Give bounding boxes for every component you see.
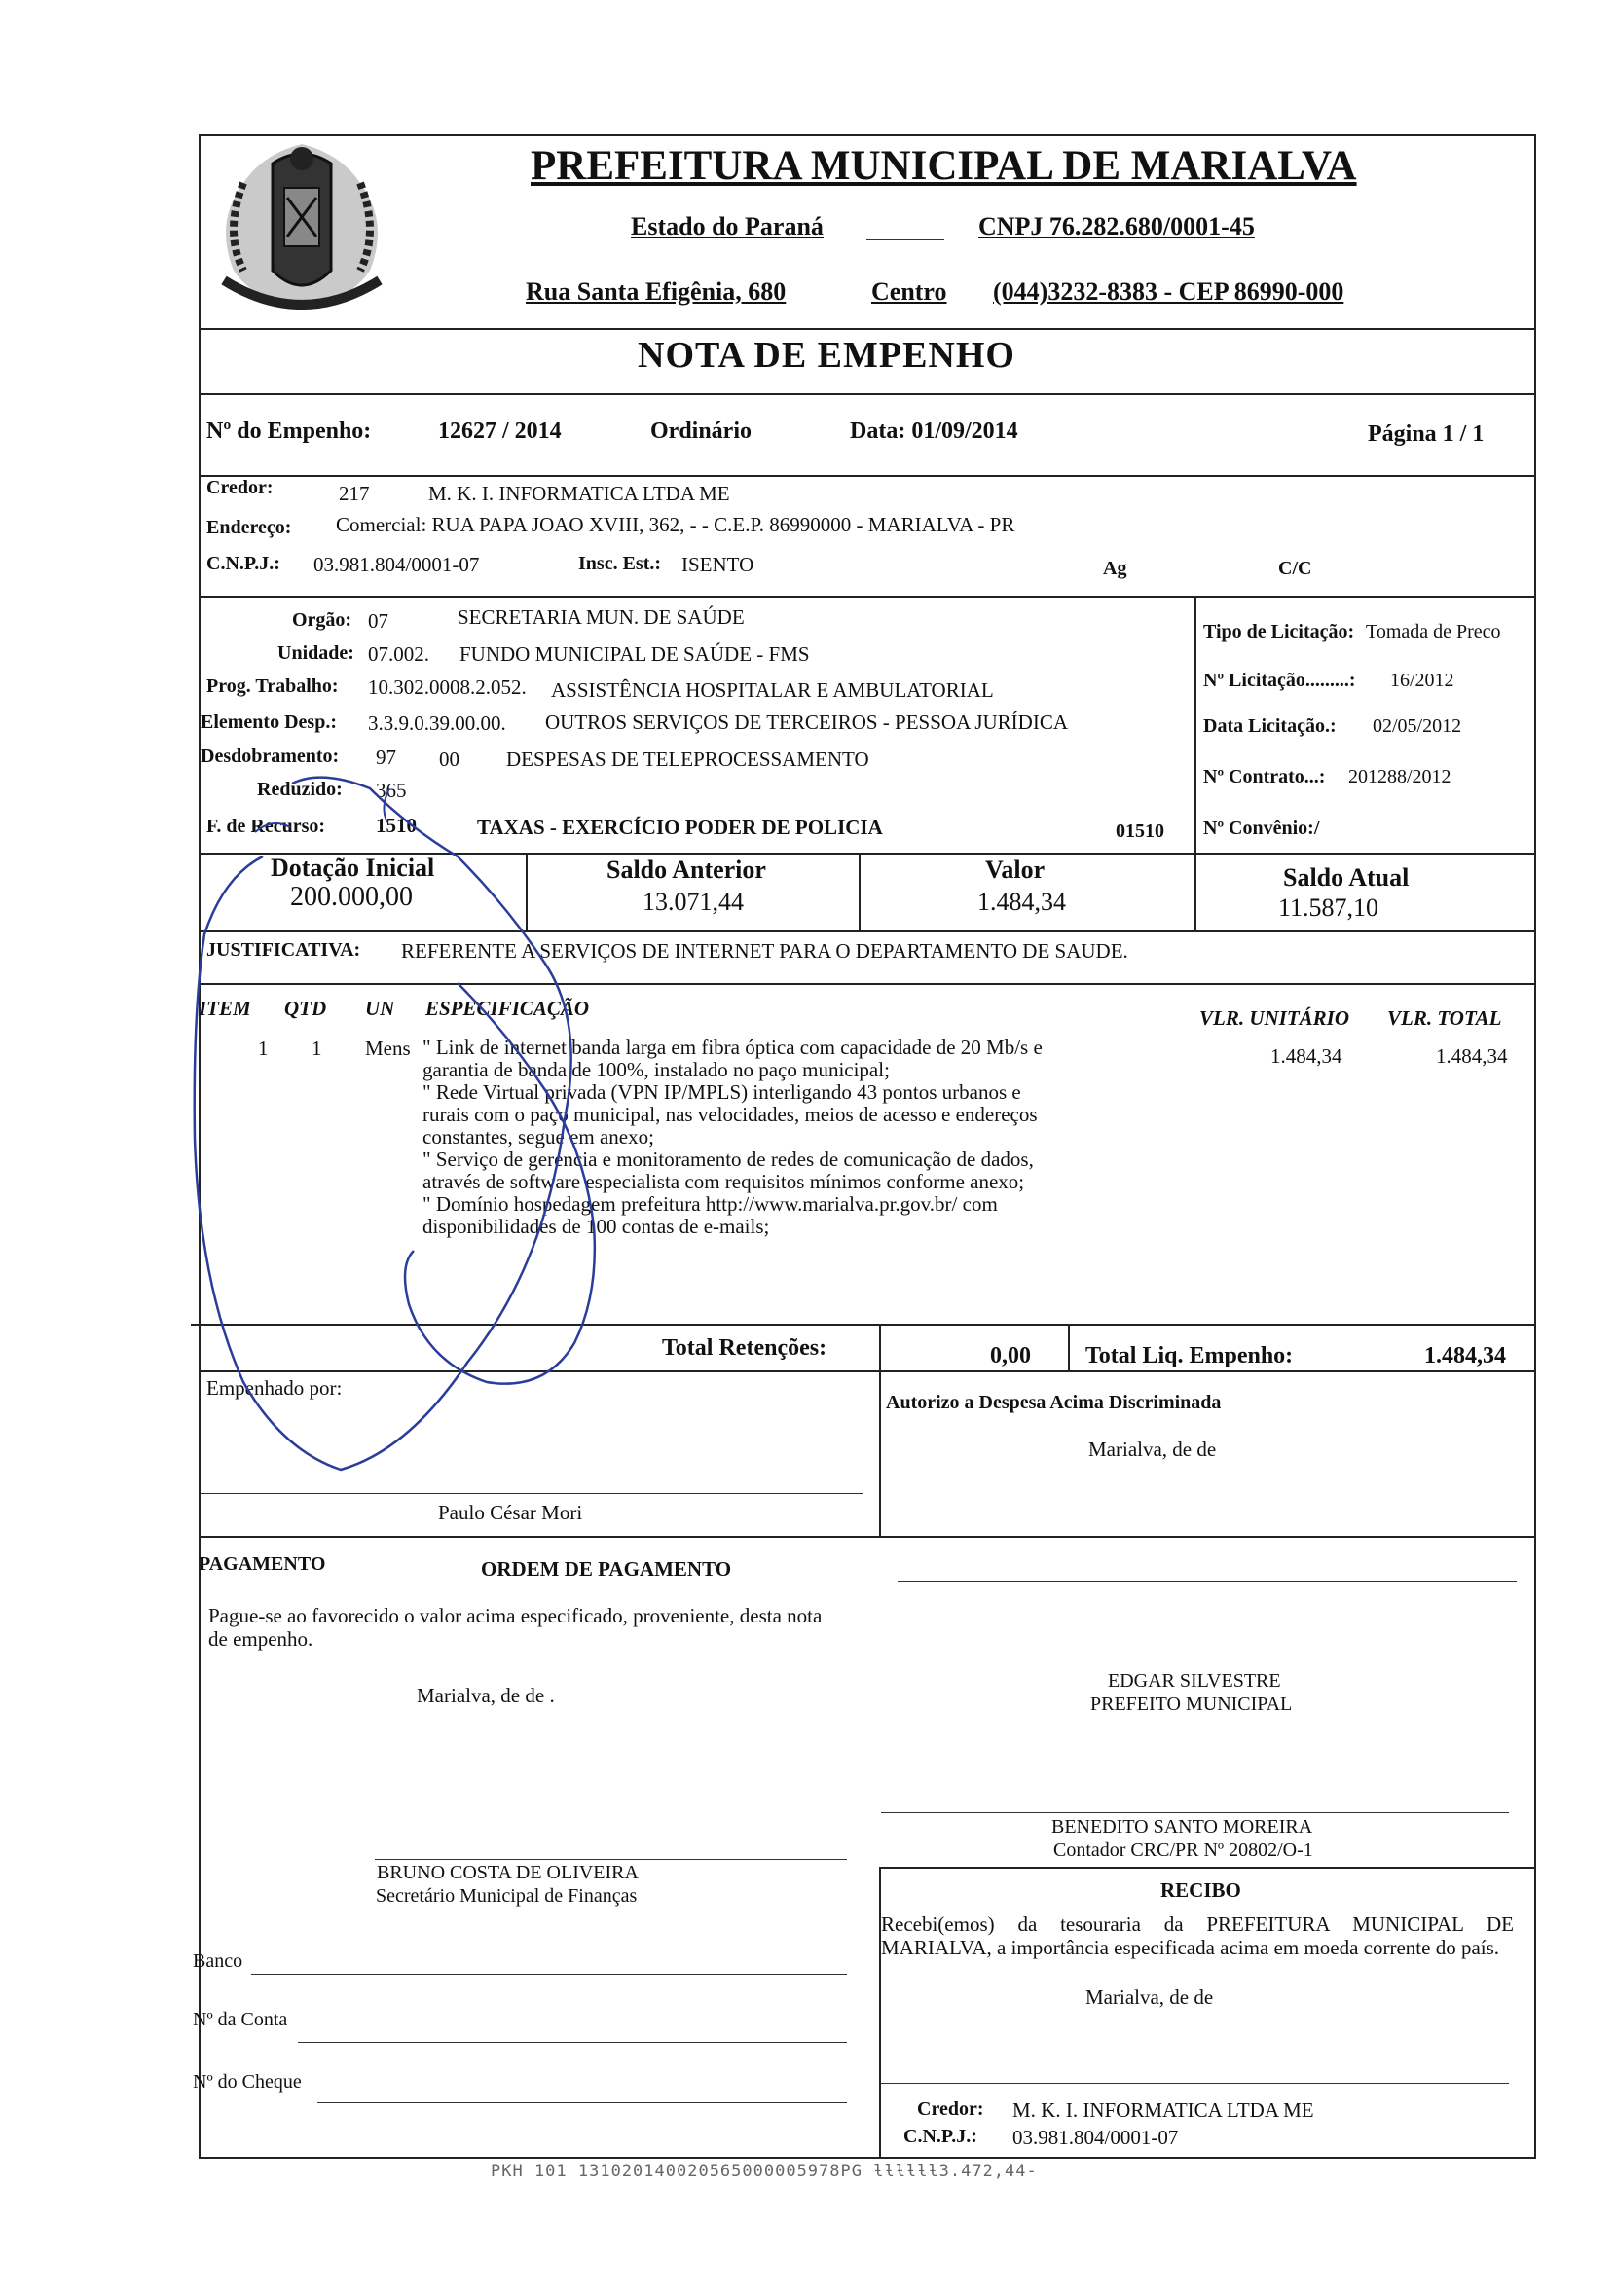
elem-code: 3.3.9.0.39.00.00. <box>368 711 506 735</box>
credor-code: 217 <box>339 482 370 505</box>
item-unit-value: 1.484,34 <box>1270 1044 1342 1068</box>
spec-line: " Serviço de gerencia e monitoramento de redes de comunicação de dados, <box>422 1148 1034 1171</box>
recibo-credor-name: M. K. I. INFORMATICA LTDA ME <box>1012 2098 1314 2122</box>
retencoes-value: 0,00 <box>990 1343 1031 1368</box>
unidade-label: Unidade: <box>277 642 354 664</box>
contrato-value: 201288/2012 <box>1348 766 1451 787</box>
unidade-code: 07.002. <box>368 642 429 666</box>
spec-line: disponibilidades de 100 contas de e-mails; <box>422 1215 770 1238</box>
col-unit-header: VLR. UNITÁRIO <box>1199 1006 1350 1030</box>
tipo-licitacao: Tomada de Preco <box>1366 621 1501 642</box>
liq-empenho-label: Total Liq. Empenho: <box>1085 1343 1294 1368</box>
reduzido-label: Reduzido: <box>257 779 343 800</box>
elem-name: OUTROS SERVIÇOS DE TERCEIROS - PESSOA JURÍDICA <box>545 711 1069 734</box>
recibo-cnpj-value: 03.981.804/0001-07 <box>1012 2126 1179 2149</box>
pague-text: Pague-se ao favorecido o valor acima especificado, proveniente, desta nota de empenho. <box>208 1604 823 1651</box>
empenho-date: Data: 01/09/2014 <box>850 419 1018 444</box>
desd-label: Desdobramento: <box>201 746 340 767</box>
convenio-label: Nº Convênio:/ <box>1203 818 1320 839</box>
contador-role: Contador CRC/PR Nº 20802/O-1 <box>1053 1840 1313 1861</box>
elem-label: Elemento Desp.: <box>201 711 337 733</box>
col-item-header: ITEM <box>199 997 251 1020</box>
num-licitacao-label: Nº Licitação.........: <box>1203 670 1356 691</box>
unidade-name: FUNDO MUNICIPAL DE SAÚDE - FMS <box>459 642 810 666</box>
saldo-atual-value: 11.587,10 <box>1278 893 1379 922</box>
spec-line: " Domínio hospedagem prefeitura http://www.marialva.pr.gov.br/ com <box>422 1192 998 1216</box>
prog-label: Prog. Trabalho: <box>206 675 339 697</box>
autorizo-label: Autorizo a Despesa Acima Discriminada <box>886 1392 1222 1413</box>
empenhado-label: Empenhado por: <box>206 1376 343 1400</box>
item-un: Mens <box>365 1037 411 1060</box>
pagamento-label: PAGAMENTO <box>199 1553 326 1575</box>
credor-name: M. K. I. INFORMATICA LTDA ME <box>428 482 730 505</box>
cnpj-header: CNPJ 76.282.680/0001-45 <box>978 212 1255 240</box>
recurso-code: 1510 <box>376 814 417 837</box>
prog-code: 10.302.0008.2.052. <box>368 675 527 699</box>
dotacao-value: 200.000,00 <box>290 882 413 912</box>
credor-address: Comercial: RUA PAPA JOAO XVIII, 362, - - C.E.P. 86990000 - MARIALVA - PR <box>336 513 1015 536</box>
recurso-label: F. de Recurso: <box>206 816 326 837</box>
cc-label: C/C <box>1278 558 1312 579</box>
dotacao-label: Dotação Inicial <box>271 854 435 882</box>
spec-line: " Link de internet banda larga em fibra óptica com capacidade de 20 Mb/s e <box>422 1036 1043 1059</box>
credor-label: Credor: <box>206 477 274 498</box>
item-total-value: 1.484,34 <box>1436 1044 1508 1068</box>
contrato-label: Nº Contrato...: <box>1203 766 1326 787</box>
conta-label: Nº da Conta <box>193 2009 288 2030</box>
insc-label: Insc. Est.: <box>578 553 662 574</box>
empenho-type: Ordinário <box>650 419 753 444</box>
page-number: Página 1 / 1 <box>1368 421 1485 447</box>
saldo-atual-label: Saldo Atual <box>1283 863 1410 892</box>
ordem-pagamento-label: ORDEM DE PAGAMENTO <box>481 1557 732 1581</box>
phone-cep-label: (044)3232-8383 - CEP 86990-000 <box>993 277 1344 306</box>
col-qtd-header: QTD <box>284 997 327 1020</box>
orgao-code: 07 <box>368 609 388 633</box>
spec-line: garantia de banda de 100%, instalado no paço municipal; <box>422 1058 890 1081</box>
prog-name: ASSISTÊNCIA HOSPITALAR E AMBULATORIAL <box>551 678 994 702</box>
item-qtd: 1 <box>312 1037 322 1060</box>
pagamento-place-date: Marialva, de de . <box>417 1684 555 1707</box>
orgao-label: Orgão: <box>292 609 352 631</box>
banco-label: Banco <box>193 1950 243 1972</box>
saldo-anterior-value: 13.071,44 <box>643 888 744 916</box>
col-un-header: UN <box>365 997 395 1020</box>
justificativa-text: REFERENTE A SERVIÇOS DE INTERNET PARA O DEPARTAMENTO DE SAUDE. <box>401 939 1128 963</box>
spec-line: " Rede Virtual privada (VPN IP/MPLS) interligando 43 pontos urbanos e <box>422 1080 1021 1104</box>
recibo-text: Recebi(emos) da tesouraria da PREFEITURA MUNICIPAL DE MARIALVA, a importância especificada acima em moeda corrente do país. <box>881 1913 1514 1959</box>
data-licitacao: 02/05/2012 <box>1373 715 1462 737</box>
secretario-role: Secretário Municipal de Finanças <box>376 1885 638 1907</box>
liq-empenho-value: 1.484,34 <box>1424 1343 1506 1368</box>
num-licitacao: 16/2012 <box>1390 670 1454 691</box>
desd-name: DESPESAS DE TELEPROCESSAMENTO <box>506 747 869 771</box>
credor-cnpj: 03.981.804/0001-07 <box>313 553 480 576</box>
prefeito-name: EDGAR SILVESTRE <box>1108 1670 1281 1692</box>
recurso-name: TAXAS - EXERCÍCIO PODER DE POLICIA <box>477 816 883 839</box>
saldo-anterior-label: Saldo Anterior <box>606 856 766 884</box>
prefeitura-title: PREFEITURA MUNICIPAL DE MARIALVA <box>531 143 1357 189</box>
cheque-label: Nº do Cheque <box>193 2071 302 2093</box>
recurso-num: 01510 <box>1116 820 1164 842</box>
desd-sub: 00 <box>439 747 459 771</box>
data-licitacao-label: Data Licitação.: <box>1203 715 1337 737</box>
empenho-label: Nº do Empenho: <box>206 419 372 444</box>
item-number: 1 <box>258 1037 269 1060</box>
footer-bank-code: PKH 101 131020140020565000005978PG ƚƚƚƚƚƚ3.472,44- <box>491 2162 1038 2181</box>
recibo-credor-label: Credor: <box>917 2098 984 2120</box>
contador-name: BENEDITO SANTO MOREIRA <box>1051 1816 1313 1838</box>
spec-line: rurais com o paço municipal, nas velocidades, meios de acesso e endereços <box>422 1103 1038 1126</box>
orgao-name: SECRETARIA MUN. DE SAÚDE <box>458 605 745 629</box>
recibo-label: RECIBO <box>1160 1878 1241 1902</box>
estado-label: Estado do Paraná <box>631 212 824 240</box>
doc-title: NOTA DE EMPENHO <box>638 335 1015 376</box>
recibo-cnpj-label: C.N.P.J.: <box>903 2126 977 2147</box>
recibo-place-date: Marialva, de de <box>1085 1986 1214 2009</box>
tipo-licitacao-label: Tipo de Licitação: <box>1203 621 1355 642</box>
spec-line: através de software especialista com requisitos mínimos conforme anexo; <box>422 1170 1025 1193</box>
prefeito-role: PREFEITO MUNICIPAL <box>1090 1694 1293 1715</box>
empenho-number: 12627 / 2014 <box>438 419 562 444</box>
valor-value: 1.484,34 <box>977 888 1066 916</box>
col-total-header: VLR. TOTAL <box>1387 1006 1502 1030</box>
autorizo-place-date: Marialva, de de <box>1088 1438 1217 1461</box>
reduzido-value: 365 <box>376 779 407 802</box>
ag-label: Ag <box>1103 558 1127 579</box>
empenhado-name: Paulo César Mori <box>438 1501 583 1524</box>
justificativa-label: JUSTIFICATIVA: <box>206 939 361 961</box>
street-label: Rua Santa Efigênia, 680 <box>526 277 787 306</box>
desd-code: 97 <box>376 746 396 769</box>
spec-line: constantes, segue em anexo; <box>422 1125 654 1148</box>
insc-value: ISENTO <box>681 553 754 576</box>
secretario-name: BRUNO COSTA DE OLIVEIRA <box>377 1862 639 1883</box>
district-label: Centro <box>871 277 947 306</box>
valor-label: Valor <box>985 856 1046 884</box>
retencoes-label: Total Retenções: <box>662 1335 827 1361</box>
col-spec-header: ESPECIFICAÇÃO <box>425 997 590 1020</box>
cnpj-label: C.N.P.J.: <box>206 553 280 574</box>
address-label: Endereço: <box>206 517 292 538</box>
